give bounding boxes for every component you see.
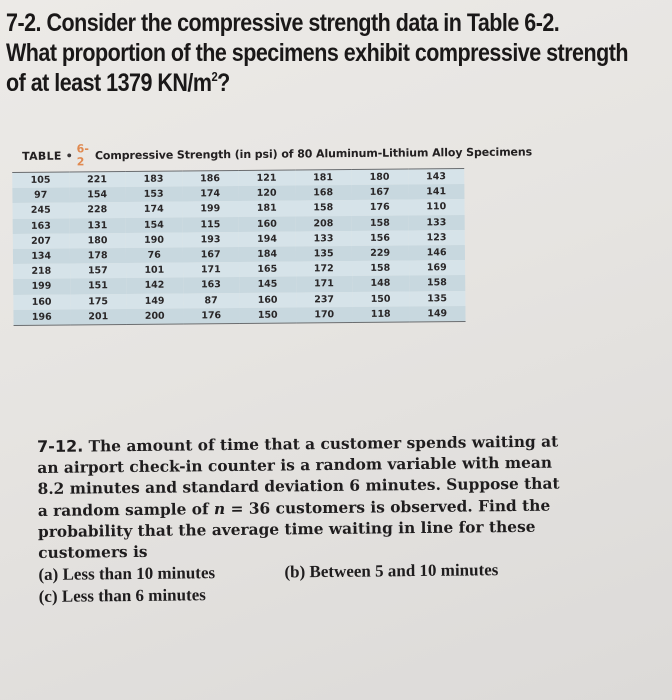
- table-cell: 165: [239, 262, 296, 278]
- table-6-2: [12, 142, 533, 326]
- table-cell: 135: [409, 291, 466, 307]
- table-cell: 176: [351, 200, 408, 216]
- table-cell: 174: [182, 186, 239, 202]
- table-cell: 105: [12, 172, 69, 188]
- table-cell: 142: [126, 278, 183, 294]
- table-cell: 181: [238, 201, 295, 217]
- table-cell: 183: [125, 171, 182, 187]
- units-superscript: 2: [211, 69, 218, 84]
- table-cell: 153: [125, 187, 182, 203]
- table-number: 6-2: [76, 142, 89, 169]
- table-cell: 201: [70, 309, 127, 325]
- table-cell: 171: [296, 276, 353, 292]
- table-cell: 207: [13, 233, 70, 249]
- table-cell: 118: [352, 306, 409, 322]
- table-cell: 163: [183, 277, 240, 293]
- table-cell: 163: [13, 218, 70, 234]
- table-cell: 228: [69, 202, 126, 218]
- table-cell: 154: [69, 187, 126, 203]
- table-cell: 169: [409, 260, 466, 276]
- table-cell: 200: [126, 308, 183, 324]
- table-cell: 199: [13, 279, 70, 295]
- table-cell: 184: [239, 246, 296, 262]
- table-cell: 151: [70, 278, 127, 294]
- question-mark: ?: [217, 69, 230, 97]
- table-cell: 174: [125, 202, 182, 218]
- strength-data-table: [12, 168, 465, 326]
- sample-size-variable: n: [213, 499, 226, 518]
- table-cell: 150: [239, 307, 296, 323]
- table-cell: 143: [408, 169, 465, 185]
- table-cell: 180: [69, 233, 126, 249]
- table-cell: 157: [70, 263, 127, 279]
- problem-7-2: [6, 8, 628, 98]
- problem-7-2-line-1: [6, 8, 560, 38]
- problem-7-12-line-3: 8.2 minutes and standard deviation 6 minutes. Suppose that: [37, 474, 560, 499]
- problem-7-2-text-1: Consider the compressive strength data in Table 6-2.: [40, 9, 560, 37]
- table-cell: 141: [408, 184, 465, 200]
- table-cell: 145: [239, 277, 296, 293]
- table-cell: 218: [13, 264, 70, 280]
- problem-7-12-text-4a: a random sample of: [37, 499, 215, 520]
- table-cell: 123: [408, 230, 465, 246]
- problem-7-12-line-2: an airport check-in counter is a random variable with mean: [37, 453, 553, 478]
- table-cell: 199: [182, 201, 239, 217]
- problem-7-2-number: 7-2.: [6, 9, 41, 37]
- table-cell: 110: [408, 199, 465, 215]
- table-cell: 176: [183, 308, 240, 324]
- table-body: [12, 169, 465, 326]
- table-cell: 131: [69, 218, 126, 234]
- problem-7-2-text-3: of at least 1379 KN/m: [6, 69, 212, 97]
- table-cell: 186: [182, 171, 239, 187]
- part-a: (a) Less than 10 minutes: [38, 563, 216, 585]
- table-cell: 158: [352, 215, 409, 231]
- problem-7-12-text-4b: = 36 customers is observed. Find the: [225, 496, 551, 518]
- table-cell: 115: [182, 217, 239, 233]
- table-cell: 181: [295, 170, 352, 186]
- table-cell: 158: [352, 261, 409, 277]
- table-cell: 175: [70, 294, 127, 310]
- table-cell: 160: [13, 294, 70, 310]
- table-cell: 158: [409, 275, 466, 291]
- problem-7-12-text-1: The amount of time that a customer spends waiting at: [83, 432, 559, 456]
- table-cell: 180: [351, 169, 408, 185]
- problem-7-2-line-2: What proportion of the specimens exhibit compressive strength: [6, 39, 628, 67]
- table-caption: [12, 142, 533, 169]
- table-cell: 160: [239, 216, 296, 232]
- table-cell: 170: [296, 307, 353, 323]
- table-cell: 121: [238, 170, 295, 186]
- table-cell: 154: [126, 217, 183, 233]
- table-cell: 101: [126, 263, 183, 279]
- table-cell: 167: [351, 185, 408, 201]
- table-cell: 133: [295, 231, 352, 247]
- table-cell: 120: [238, 186, 295, 202]
- table-cell: 196: [13, 309, 70, 325]
- table-cell: 190: [126, 232, 183, 248]
- problem-7-12-number: 7-12.: [37, 436, 84, 456]
- table-cell: 171: [183, 262, 240, 278]
- table-cell: 221: [69, 172, 126, 188]
- table-cell: 167: [182, 247, 239, 263]
- part-b: (b) Between 5 and 10 minutes: [284, 560, 499, 582]
- table-title: Compressive Strength (in psi) of 80 Aluminum-Lithium Alloy Specimens: [94, 144, 533, 162]
- table-cell: 194: [239, 231, 296, 247]
- problem-7-12-line-5: probability that the average time waiting in line for these: [37, 517, 536, 541]
- table-cell: 160: [239, 292, 296, 308]
- table-label: TABLE: [22, 149, 62, 163]
- table-cell: 178: [69, 248, 126, 264]
- part-c: (c) Less than 6 minutes: [38, 584, 206, 606]
- table-bullet: •: [65, 148, 73, 163]
- table-cell: 149: [409, 306, 466, 322]
- table-cell: 150: [352, 291, 409, 307]
- table-cell: 168: [295, 185, 352, 201]
- table-cell: 149: [126, 293, 183, 309]
- table-cell: 76: [126, 247, 183, 263]
- table-cell: 245: [13, 203, 70, 219]
- table-cell: 148: [352, 276, 409, 292]
- table-cell: 134: [13, 248, 70, 264]
- table-cell: 172: [296, 261, 353, 277]
- table-cell: 97: [12, 188, 69, 204]
- table-cell: 135: [295, 246, 352, 262]
- table-row: [13, 306, 465, 326]
- table-cell: 87: [183, 293, 240, 309]
- table-cell: 146: [408, 245, 465, 261]
- table-cell: 133: [408, 215, 465, 231]
- table-cell: 193: [182, 232, 239, 248]
- table-cell: 156: [352, 230, 409, 246]
- problem-7-12-line-6: customers is: [38, 542, 148, 563]
- table-cell: 237: [296, 292, 353, 308]
- problem-7-2-line-3: [6, 68, 453, 98]
- table-cell: 158: [295, 200, 352, 216]
- problem-7-12: [37, 431, 560, 608]
- table-cell: 229: [352, 245, 409, 261]
- table-cell: 208: [295, 216, 352, 232]
